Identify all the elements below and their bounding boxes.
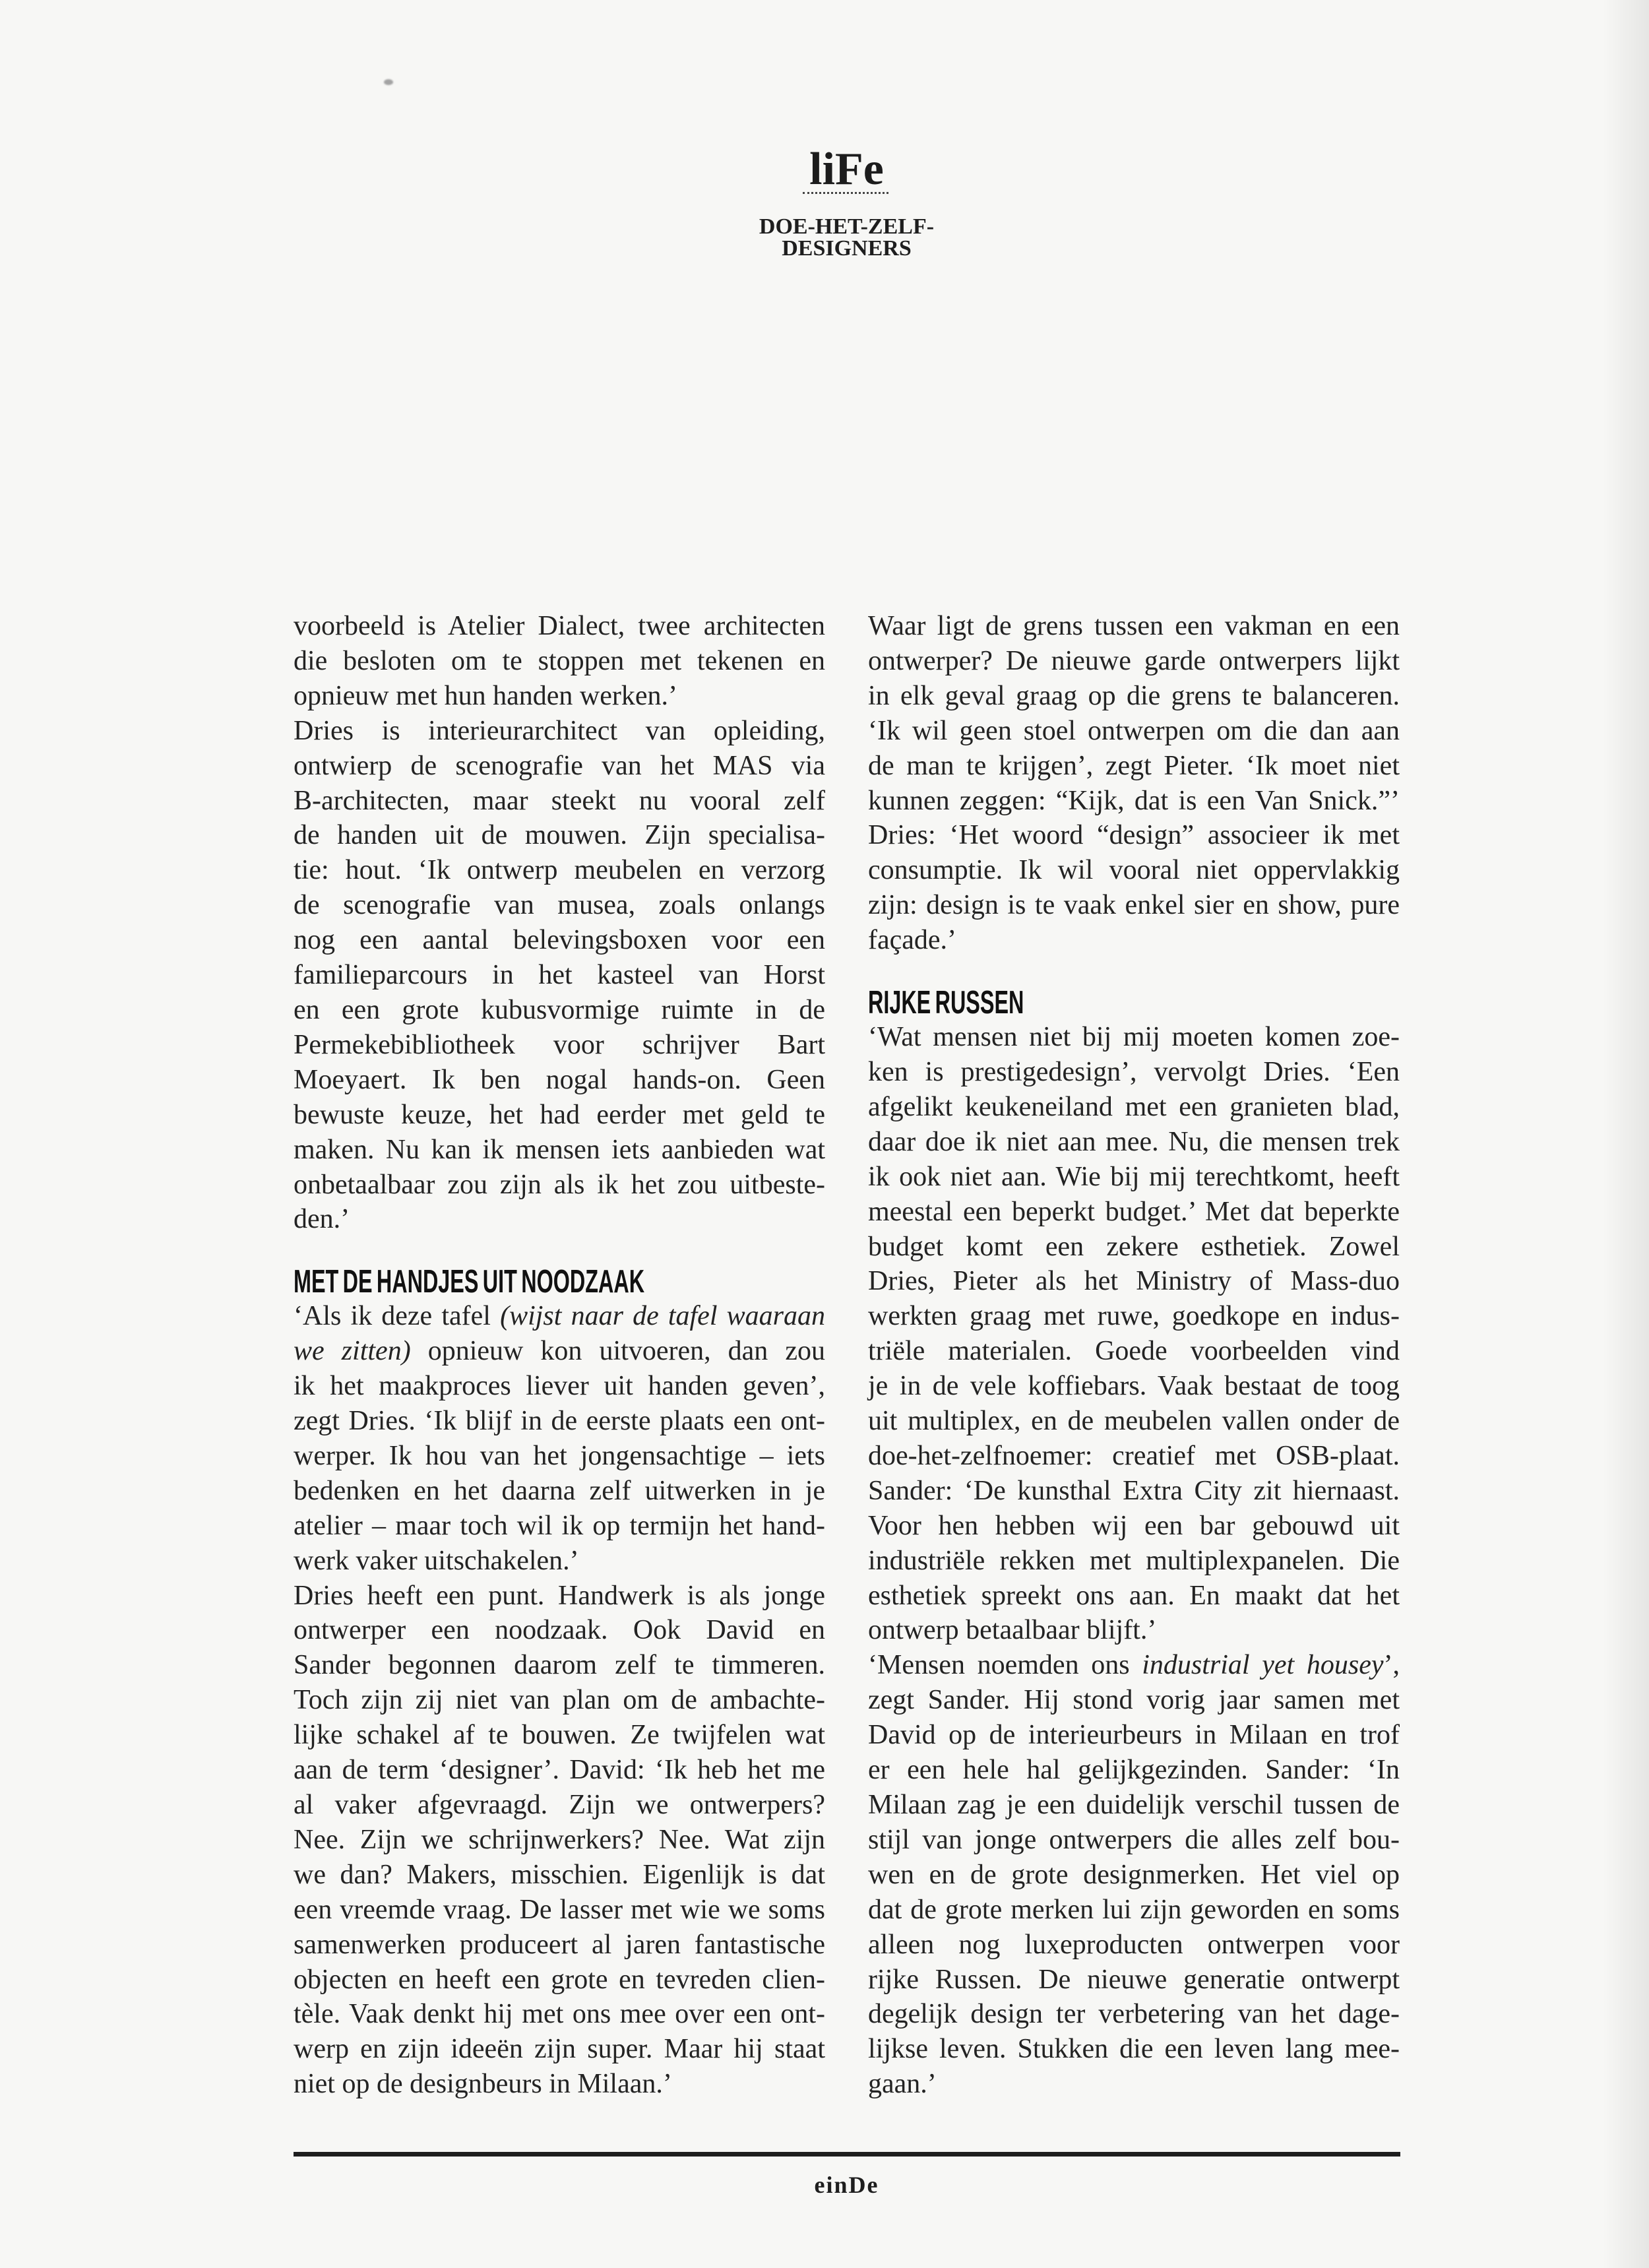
text-line: esthetiek spreekt ons aan. En maakt dat het	[868, 1580, 1400, 1611]
paragraph	[868, 609, 1400, 958]
text-line: wen en de grote designmerken. Het viel op	[868, 1859, 1400, 1890]
text-line: atelier – maar toch wil ik op termijn het hand-	[294, 1510, 825, 1541]
text-line: gaan.’	[868, 2069, 937, 2100]
text-line	[868, 1648, 1400, 1683]
text-line: al vaker afgevraagd. Zijn we ontwerpers?	[294, 1790, 825, 1820]
text-line: je in de vele koffiebars. Vaak bestaat de toog	[868, 1371, 1400, 1402]
text-line: ‘Ik wil geen stoel ontwerpen om die dan aan	[868, 715, 1400, 746]
footer-rule	[294, 2152, 1400, 2157]
text-line: façade.’	[868, 925, 957, 956]
text-line: opnieuw met hun handen werken.’	[294, 680, 677, 711]
text-line: uit multiplex, en de meubelen vallen onder de	[868, 1406, 1400, 1437]
text-line: tie: hout. ‘Ik ontwerp meubelen en verzorg	[294, 855, 825, 886]
text-line: industriële rekken met multiplexpanelen. Die	[868, 1545, 1400, 1576]
text-line: alleen nog luxeproducten ontwerpen voor	[868, 1929, 1400, 1960]
article-kicker	[294, 216, 1400, 259]
text-line: Dries is interieurarchitect van opleiding,	[294, 715, 825, 746]
text-line: zegt Dries. ‘Ik blijf in de eerste plaats een ont-	[294, 1406, 825, 1437]
text-line: onbetaalbaar zou zijn als ik het zou uitbeste-	[294, 1169, 825, 1200]
text-line: den.’	[294, 1204, 350, 1235]
kicker-line: DESIGNERS	[782, 236, 912, 261]
text-line	[294, 1334, 825, 1369]
italic-text: industrial yet housey	[1142, 1650, 1384, 1681]
text-line: werkten graag met ruwe, goedkope en indus-	[868, 1301, 1400, 1332]
text-line: dat de grote merken lui zijn geworden en soms	[868, 1894, 1400, 1925]
text-line: budget komt een zekere esthetiek. Zowel	[868, 1231, 1400, 1262]
subheading: MET DE HANDJES UIT NOODZAAK	[294, 1264, 645, 1300]
text-line: familieparcours in het kasteel van Horst	[294, 960, 825, 991]
text-line: Waar ligt de grens tussen een vakman en een	[868, 611, 1400, 641]
text-line: Milaan zag je een duidelijk verschil tussen de	[868, 1790, 1400, 1820]
page-edge-shadow	[1603, 0, 1649, 2268]
text-line: ontwierp de scenografie van het MAS via	[294, 750, 825, 781]
text-line: aan de term ‘designer’. David: ‘Ik heb het me	[294, 1755, 825, 1786]
text-line: ik ook niet aan. Wie bij mij terechtkomt, heeft	[868, 1161, 1400, 1192]
text-line: Permekebibliotheek voor schrijver Bart	[294, 1029, 825, 1060]
scan-speck	[384, 79, 393, 85]
text-line: en een grote kubusvormige ruimte in de	[294, 994, 825, 1025]
text-line: niet op de designbeurs in Milaan.’	[294, 2069, 672, 2100]
paragraph	[294, 609, 825, 714]
text-line: nog een aantal belevingsboxen voor een	[294, 925, 825, 956]
text-line: die besloten om te stoppen met tekenen en	[294, 645, 825, 676]
text-run: ‘Als ik deze tafel	[294, 1301, 501, 1332]
text-line: Nee. Zijn we schrijnwerkers? Nee. Wat zijn	[294, 1824, 825, 1855]
text-line: doe-het-zelfnoemer: creatief met OSB-plaat.	[868, 1440, 1400, 1471]
text-line: bedenken en het daarna zelf uitwerken in je	[294, 1475, 825, 1506]
text-line: stijl van jonge ontwerpers die alles zelf bou-	[868, 1824, 1400, 1855]
text-line: de scenografie van musea, zoals onlangs	[294, 890, 825, 921]
text-line: daar doe ik niet aan mee. Nu, die mensen trek	[868, 1126, 1400, 1157]
text-line: de man te krijgen’, zegt Pieter. ‘Ik moet niet	[868, 750, 1400, 781]
text-line: Sander: ‘De kunsthal Extra City zit hiernaast.	[868, 1475, 1400, 1506]
paragraph	[294, 1579, 825, 2102]
text-line: ontwerper een noodzaak. Ook David en	[294, 1615, 825, 1646]
text-line: ontwerper? De nieuwe garde ontwerpers lijkt	[868, 645, 1400, 676]
text-line: in elk geval graag op die grens te balanceren.	[868, 680, 1400, 711]
section-title-dotted-rule	[803, 192, 888, 194]
text-line: ‘Wat mensen niet bij mij moeten komen zoe-	[868, 1022, 1400, 1053]
text-line: ontwerp betaalbaar blijft.’	[868, 1615, 1157, 1646]
text-line: Toch zijn zij niet van plan om de ambachte-	[294, 1685, 825, 1716]
text-line: rijke Russen. De nieuwe generatie ontwerpt	[868, 1964, 1400, 1995]
text-line: degelijk design ter verbetering van het dage-	[868, 1999, 1400, 2030]
text-line: zijn: design is te vaak enkel sier en show, pure	[868, 890, 1400, 921]
text-line: Voor hen hebben wij een bar gebouwd uit	[868, 1510, 1400, 1541]
text-line: David op de interieurbeurs in Milaan en trof	[868, 1720, 1400, 1751]
paragraph	[868, 1020, 1400, 1648]
section-title: liFe	[809, 144, 884, 195]
text-line: de handen uit de mouwen. Zijn specialisa-	[294, 820, 825, 851]
text-line	[294, 1299, 825, 1334]
paragraph	[868, 1648, 1400, 2102]
text-line: tèle. Vaak denkt hij met ons mee over een ont-	[294, 1999, 825, 2030]
text-line: kunnen zeggen: “Kijk, dat is een Van Snick.”’	[868, 785, 1400, 816]
text-line: consumptie. Ik wil vooral niet oppervlakkig	[868, 855, 1400, 886]
text-line: werper. Ik hou van het jongensachtige – iets	[294, 1440, 825, 1471]
text-line: Dries, Pieter als het Ministry of Mass-duo	[868, 1266, 1400, 1297]
text-line: ik het maakproces liever uit handen geven’,	[294, 1371, 825, 1402]
text-line: B-architecten, maar steekt nu vooral zelf	[294, 785, 825, 816]
text-line: meestal een beperkt budget.’ Met dat beperkte	[868, 1196, 1400, 1227]
text-line: lijkse leven. Stukken die een leven lang mee-	[868, 2034, 1400, 2065]
text-line: een vreemde vraag. De lasser met wie we soms	[294, 1894, 825, 1925]
text-line: we dan? Makers, misschien. Eigenlijk is dat	[294, 1859, 825, 1890]
subheading: RIJKE RUSSEN	[868, 985, 1024, 1021]
text-line: zegt Sander. Hij stond vorig jaar samen met	[868, 1685, 1400, 1716]
italic-text: (wijst naar de tafel waaraan	[500, 1301, 825, 1332]
text-line: voorbeeld is Atelier Dialect, twee architecten	[294, 611, 825, 641]
text-run: ‘Mensen noemden ons	[868, 1650, 1142, 1681]
text-line: Moeyaert. Ik ben nogal hands-on. Geen	[294, 1064, 825, 1095]
kicker-line: DOE-HET-ZELF-	[759, 214, 935, 239]
paragraph	[294, 714, 825, 1238]
text-run: opnieuw kon uitvoeren, dan zou	[410, 1336, 825, 1367]
italic-text: we zitten)	[294, 1336, 411, 1367]
footer-label: einDe	[814, 2172, 879, 2198]
article-column-right	[868, 609, 1400, 2102]
text-line: maken. Nu kan ik mensen iets aanbieden wat	[294, 1134, 825, 1165]
text-line: er een hele hal gelijkgezinden. Sander: ‘In	[868, 1755, 1400, 1786]
text-line: werp en zijn ideeën zijn super. Maar hij staat	[294, 2034, 825, 2065]
text-line: ken is prestigedesign’, vervolgt Dries. ‘Een	[868, 1056, 1400, 1087]
text-line: Dries: ‘Het woord “design” associeer ik met	[868, 820, 1400, 851]
text-line: afgelikt keukeneiland met een granieten blad,	[868, 1091, 1400, 1122]
text-line: Dries heeft een punt. Handwerk is als jonge	[294, 1580, 825, 1611]
paragraph	[294, 1299, 825, 1578]
text-line: Sander begonnen daarom zelf te timmeren.	[294, 1650, 825, 1681]
article-column-left	[294, 609, 825, 2102]
text-line: objecten en heeft een grote en tevreden clien-	[294, 1964, 825, 1995]
text-line: lijke schakel af te bouwen. Ze twijfelen wat	[294, 1720, 825, 1751]
text-run: ’,	[1383, 1650, 1400, 1681]
text-line: bewuste keuze, het had eerder met geld te	[294, 1099, 825, 1130]
text-line: werk vaker uitschakelen.’	[294, 1545, 579, 1576]
text-line: samenwerken produceert al jaren fantastische	[294, 1929, 825, 1960]
text-line: triële materialen. Goede voorbeelden vind	[868, 1336, 1400, 1367]
